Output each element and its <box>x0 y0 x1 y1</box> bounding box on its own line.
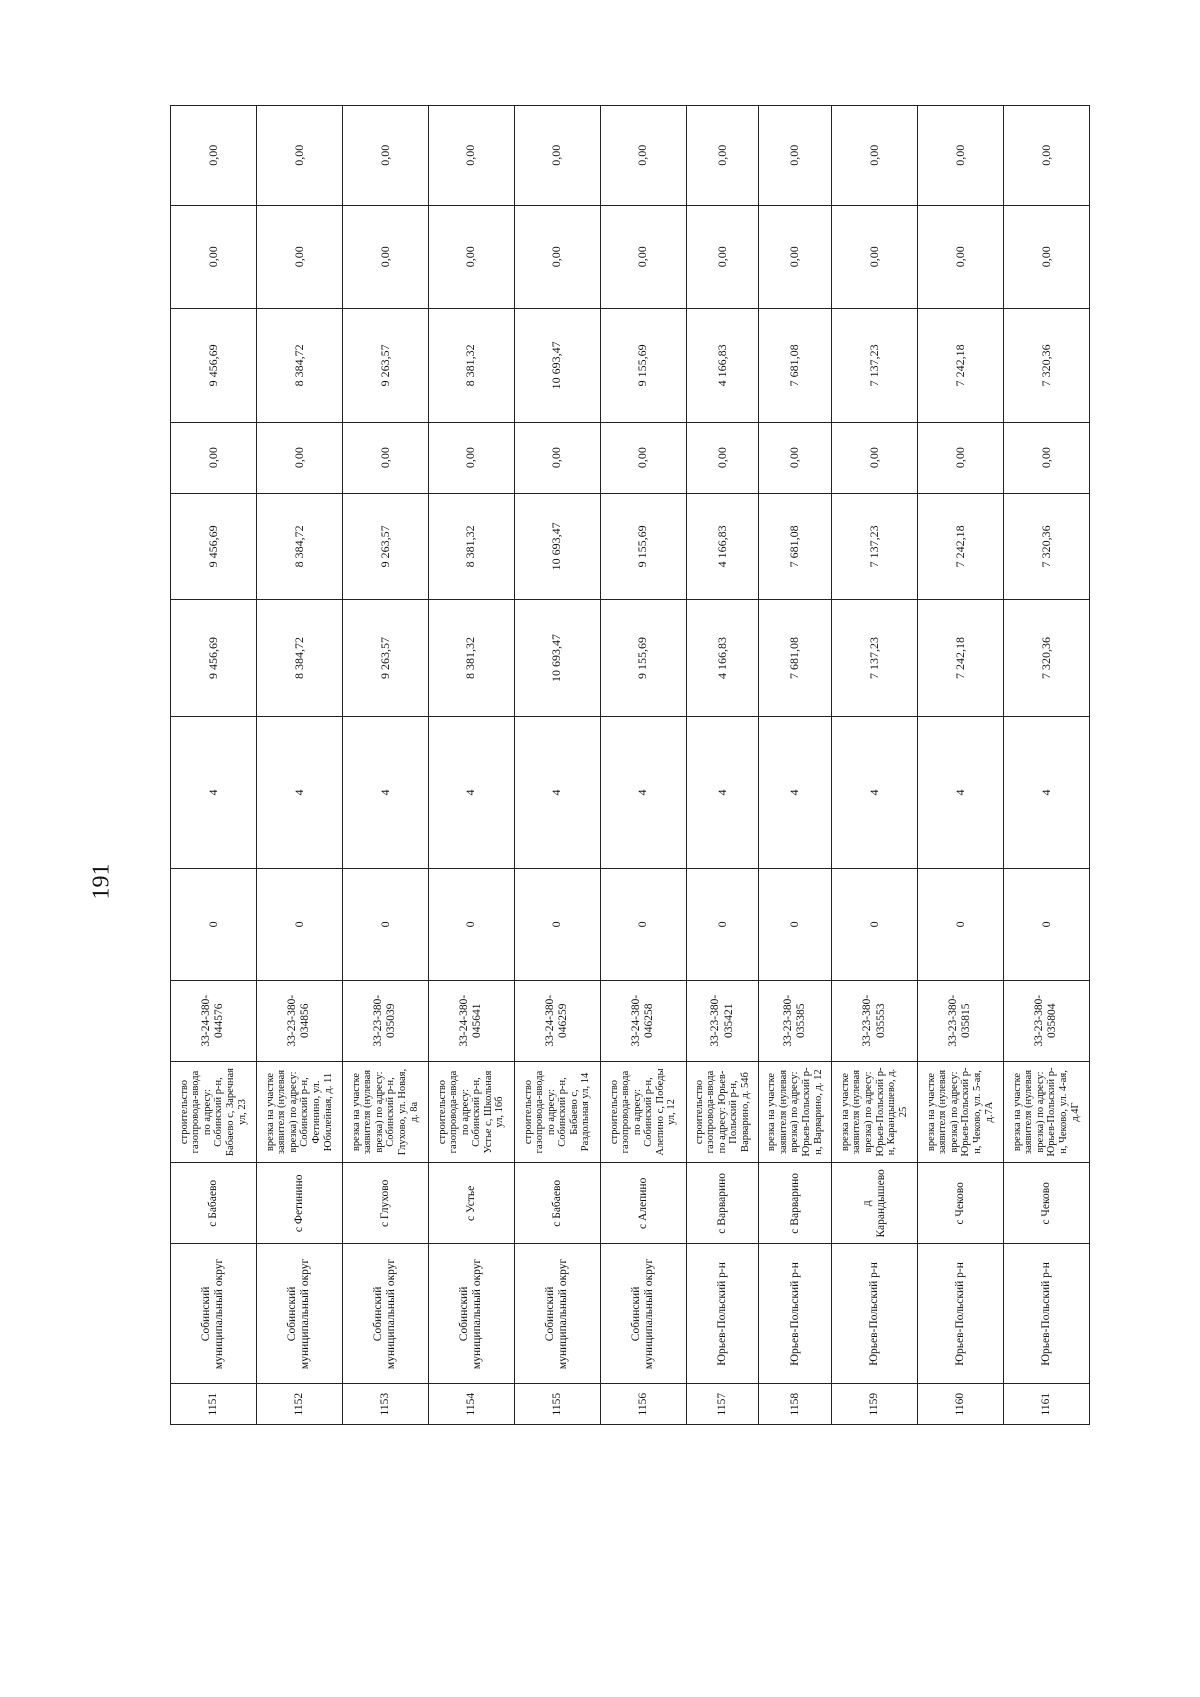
district-cell: Собинский муниципальный округ <box>428 1244 514 1384</box>
object-code-cell: 33-23-380-035421 <box>686 980 759 1061</box>
row-number-cell: 1156 <box>600 1384 686 1425</box>
object-code-cell: 33-24-380-046258 <box>600 980 686 1061</box>
col11-amount-cell: 0,00 <box>514 205 600 308</box>
table-row <box>514 106 600 1425</box>
row-number-cell: 1159 <box>832 1384 918 1425</box>
col6-cell: 4 <box>759 716 832 868</box>
work-description-cell: врезка на участке заявителя (нулевая врезка) по адресу: Юрьев-Польский р-н, Карандышево, д. 25 <box>832 1061 918 1162</box>
col10-amount-cell: 10 693,47 <box>514 309 600 423</box>
object-code-cell: 33-23-380-034856 <box>256 980 342 1061</box>
col9-amount-cell: 0,00 <box>428 422 514 493</box>
col8-amount-cell: 8 384,72 <box>256 493 342 600</box>
object-code-cell: 33-23-380-035804 <box>1003 980 1089 1061</box>
col12-amount-cell: 0,00 <box>514 106 600 206</box>
col9-amount-cell: 0,00 <box>256 422 342 493</box>
col5-cell: 0 <box>256 869 342 981</box>
row-number-cell: 1154 <box>428 1384 514 1425</box>
object-code-cell: 33-23-380-035385 <box>759 980 832 1061</box>
district-cell: Юрьев-Польский р-н <box>759 1244 832 1384</box>
col12-amount-cell: 0,00 <box>256 106 342 206</box>
object-code-cell: 33-23-380-035553 <box>832 980 918 1061</box>
work-description-cell: строительство газопровода-ввода по адресу: Собинский р-н, Устье с, Школьная ул, 16б <box>428 1061 514 1162</box>
work-description-cell: врезка на участке заявителя (нулевая врезка) по адресу: Собинский р-н, Глухово, ул. Новая, д. 8а <box>342 1061 428 1162</box>
row-number-cell: 1152 <box>256 1384 342 1425</box>
col9-amount-cell: 0,00 <box>759 422 832 493</box>
table-row <box>918 106 1004 1425</box>
col8-amount-cell: 4 166,83 <box>686 493 759 600</box>
object-code-cell: 33-23-380-035039 <box>342 980 428 1061</box>
col5-cell: 0 <box>600 869 686 981</box>
district-cell: Юрьев-Польский р-н <box>918 1244 1004 1384</box>
col8-amount-cell: 10 693,47 <box>514 493 600 600</box>
locality-cell: с Устье <box>428 1163 514 1244</box>
object-code-cell: 33-24-380-045641 <box>428 980 514 1061</box>
table-row <box>1003 106 1089 1425</box>
work-description-cell: врезка на участке заявителя (нулевая врезка) по адресу: Собинский р-н, Фетинино, ул. Юбилейная, д. 11 <box>256 1061 342 1162</box>
district-cell: Собинский муниципальный округ <box>256 1244 342 1384</box>
col12-amount-cell: 0,00 <box>171 106 257 206</box>
col6-cell: 4 <box>832 716 918 868</box>
col7-amount-cell: 8 381,32 <box>428 600 514 717</box>
col10-amount-cell: 9 263,57 <box>342 309 428 423</box>
row-number-cell: 1161 <box>1003 1384 1089 1425</box>
col7-amount-cell: 9 263,57 <box>342 600 428 717</box>
col12-amount-cell: 0,00 <box>918 106 1004 206</box>
col10-amount-cell: 7 320,36 <box>1003 309 1089 423</box>
col7-amount-cell: 4 166,83 <box>686 600 759 717</box>
col11-amount-cell: 0,00 <box>342 205 428 308</box>
col5-cell: 0 <box>759 869 832 981</box>
col9-amount-cell: 0,00 <box>686 422 759 493</box>
col10-amount-cell: 7 681,08 <box>759 309 832 423</box>
col7-amount-cell: 7 681,08 <box>759 600 832 717</box>
work-description-cell: строительство газопровода-ввода по адресу: Собинский р-н, Алепино с, Победы ул, 12 <box>600 1061 686 1162</box>
row-number-cell: 1160 <box>918 1384 1004 1425</box>
col7-amount-cell: 10 693,47 <box>514 600 600 717</box>
locality-cell: с Глухово <box>342 1163 428 1244</box>
col9-amount-cell: 0,00 <box>171 422 257 493</box>
col11-amount-cell: 0,00 <box>686 205 759 308</box>
col6-cell: 4 <box>1003 716 1089 868</box>
col9-amount-cell: 0,00 <box>832 422 918 493</box>
col11-amount-cell: 0,00 <box>759 205 832 308</box>
locality-cell: с Варварино <box>686 1163 759 1244</box>
col5-cell: 0 <box>1003 869 1089 981</box>
col7-amount-cell: 7 137,23 <box>832 600 918 717</box>
col9-amount-cell: 0,00 <box>600 422 686 493</box>
col7-amount-cell: 7 242,18 <box>918 600 1004 717</box>
col8-amount-cell: 7 320,36 <box>1003 493 1089 600</box>
district-cell: Юрьев-Польский р-н <box>1003 1244 1089 1384</box>
col12-amount-cell: 0,00 <box>1003 106 1089 206</box>
table-row <box>342 106 428 1425</box>
locality-cell: с Фетинино <box>256 1163 342 1244</box>
col7-amount-cell: 7 320,36 <box>1003 600 1089 717</box>
col9-amount-cell: 0,00 <box>918 422 1004 493</box>
work-description-cell: врезка на участке заявителя (нулевая врезка) по адресу: Юрьев-Польский р-н, Чеково, ул. 5-ая, д.7А <box>918 1061 1004 1162</box>
table-body <box>171 106 1090 1425</box>
district-cell: Собинский муниципальный округ <box>600 1244 686 1384</box>
col6-cell: 4 <box>171 716 257 868</box>
table-row <box>686 106 759 1425</box>
col8-amount-cell: 9 263,57 <box>342 493 428 600</box>
col12-amount-cell: 0,00 <box>428 106 514 206</box>
col10-amount-cell: 4 166,83 <box>686 309 759 423</box>
locality-cell: с Алепино <box>600 1163 686 1244</box>
district-cell: Собинский муниципальный округ <box>171 1244 257 1384</box>
col6-cell: 4 <box>600 716 686 868</box>
locality-cell: с Бабаево <box>171 1163 257 1244</box>
col5-cell: 0 <box>428 869 514 981</box>
col12-amount-cell: 0,00 <box>342 106 428 206</box>
locality-cell: с Варварино <box>759 1163 832 1244</box>
col5-cell: 0 <box>171 869 257 981</box>
col8-amount-cell: 8 381,32 <box>428 493 514 600</box>
col8-amount-cell: 9 155,69 <box>600 493 686 600</box>
rotated-table-container <box>170 105 1090 1425</box>
table-row <box>256 106 342 1425</box>
col10-amount-cell: 9 155,69 <box>600 309 686 423</box>
col6-cell: 4 <box>256 716 342 868</box>
row-number-cell: 1155 <box>514 1384 600 1425</box>
col6-cell: 4 <box>342 716 428 868</box>
row-number-cell: 1151 <box>171 1384 257 1425</box>
object-code-cell: 33-24-380-044576 <box>171 980 257 1061</box>
district-cell: Юрьев-Польский р-н <box>832 1244 918 1384</box>
col6-cell: 4 <box>686 716 759 868</box>
col8-amount-cell: 9 456,69 <box>171 493 257 600</box>
col8-amount-cell: 7 242,18 <box>918 493 1004 600</box>
col12-amount-cell: 0,00 <box>832 106 918 206</box>
col6-cell: 4 <box>428 716 514 868</box>
col9-amount-cell: 0,00 <box>1003 422 1089 493</box>
col11-amount-cell: 0,00 <box>600 205 686 308</box>
col10-amount-cell: 8 381,32 <box>428 309 514 423</box>
col8-amount-cell: 7 681,08 <box>759 493 832 600</box>
table-row <box>171 106 257 1425</box>
col5-cell: 0 <box>514 869 600 981</box>
col5-cell: 0 <box>342 869 428 981</box>
work-description-cell: врезка на участке заявителя (нулевая врезка) по адресу: Юрьев-Польский р-н, Варварино, д. 12 <box>759 1061 832 1162</box>
col6-cell: 4 <box>514 716 600 868</box>
row-number-cell: 1153 <box>342 1384 428 1425</box>
col11-amount-cell: 0,00 <box>1003 205 1089 308</box>
table-row <box>600 106 686 1425</box>
col11-amount-cell: 0,00 <box>428 205 514 308</box>
col7-amount-cell: 9 155,69 <box>600 600 686 717</box>
data-table <box>170 105 1090 1425</box>
col11-amount-cell: 0,00 <box>918 205 1004 308</box>
page-number: 191 <box>88 863 115 900</box>
col8-amount-cell: 7 137,23 <box>832 493 918 600</box>
col9-amount-cell: 0,00 <box>342 422 428 493</box>
col9-amount-cell: 0,00 <box>514 422 600 493</box>
table-row <box>428 106 514 1425</box>
work-description-cell: строительство газопровода-ввода по адресу: Собинский р-н, Бабаево с, Раздольная ул, 14 <box>514 1061 600 1162</box>
col10-amount-cell: 7 242,18 <box>918 309 1004 423</box>
table-row <box>832 106 918 1425</box>
work-description-cell: врезка на участке заявителя (нулевая врезка) по адресу: Юрьев-Польский р-н, Чеково, ул. 4-ая, д.4Г <box>1003 1061 1089 1162</box>
col10-amount-cell: 7 137,23 <box>832 309 918 423</box>
col6-cell: 4 <box>918 716 1004 868</box>
object-code-cell: 33-24-380-046259 <box>514 980 600 1061</box>
col12-amount-cell: 0,00 <box>686 106 759 206</box>
locality-cell: с Чеково <box>918 1163 1004 1244</box>
district-cell: Юрьев-Польский р-н <box>686 1244 759 1384</box>
col12-amount-cell: 0,00 <box>759 106 832 206</box>
row-number-cell: 1158 <box>759 1384 832 1425</box>
row-number-cell: 1157 <box>686 1384 759 1425</box>
col11-amount-cell: 0,00 <box>256 205 342 308</box>
locality-cell: д Карандышево <box>832 1163 918 1244</box>
district-cell: Собинский муниципальный округ <box>342 1244 428 1384</box>
work-description-cell: строительство газопровода-ввода по адресу: Собинский р-н, Бабаево с, Заречная ул, 23 <box>171 1061 257 1162</box>
col7-amount-cell: 8 384,72 <box>256 600 342 717</box>
col10-amount-cell: 8 384,72 <box>256 309 342 423</box>
locality-cell: с Бабаево <box>514 1163 600 1244</box>
col7-amount-cell: 9 456,69 <box>171 600 257 717</box>
district-cell: Собинский муниципальный округ <box>514 1244 600 1384</box>
work-description-cell: строительство газопровода-ввода по адресу: Юрьев-Польский р-н, Варварино, д. 54б <box>686 1061 759 1162</box>
col5-cell: 0 <box>832 869 918 981</box>
col5-cell: 0 <box>918 869 1004 981</box>
col5-cell: 0 <box>686 869 759 981</box>
table-row <box>759 106 832 1425</box>
col11-amount-cell: 0,00 <box>832 205 918 308</box>
col10-amount-cell: 9 456,69 <box>171 309 257 423</box>
object-code-cell: 33-23-380-035815 <box>918 980 1004 1061</box>
col12-amount-cell: 0,00 <box>600 106 686 206</box>
locality-cell: с Чеково <box>1003 1163 1089 1244</box>
col11-amount-cell: 0,00 <box>171 205 257 308</box>
